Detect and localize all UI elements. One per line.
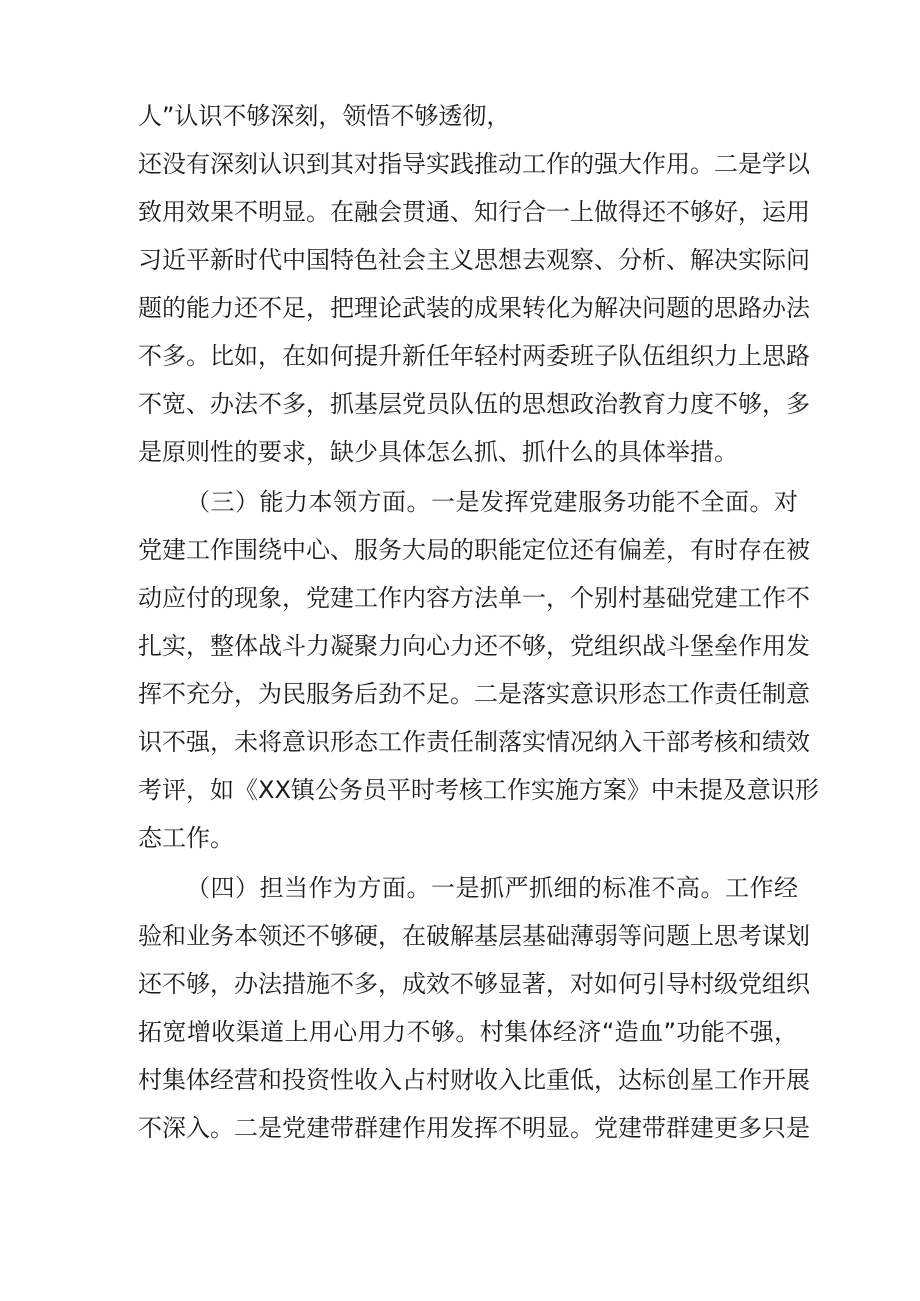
text-line: 不宽、办法不多，抓基层党员队伍的思想政治教育力度不够，多	[138, 390, 810, 418]
text-line: 识不强，未将意识形态工作责任制落实情况纳入干部考核和绩效	[138, 728, 810, 756]
text-line: 扎实，整体战斗力凝聚力向心力还不够，党组织战斗堡垒作用发	[138, 632, 810, 660]
text-line: 动应付的现象，党建工作内容方法单一，个别村基础党建工作不	[138, 584, 810, 612]
text-line: 还不够，办法措施不多，成效不够显著，对如何引导村级党组织	[138, 970, 810, 998]
text-line: 不深入。二是党建带群建作用发挥不明显。党建带群建更多只是	[138, 1114, 810, 1142]
text-line: 态工作。	[138, 824, 234, 852]
text-line: 拓宽增收渠道上用心用力不够。村集体经济“造血”功能不强，	[138, 1018, 798, 1046]
section-heading-line: （三）能力本领方面。一是发挥党建服务功能不全面。对	[186, 488, 798, 516]
text-line: 挥不充分，为民服务后劲不足。二是落实意识形态工作责任制意	[138, 680, 810, 708]
text-line: 验和业务本领还不够硬，在破解基层基础薄弱等问题上思考谋划	[138, 922, 810, 950]
text-line: 是原则性的要求，缺少具体怎么抓、抓什么的具体举措。	[138, 438, 738, 466]
text-line: 考评，如《XX镇公务员平时考核工作实施方案》中未提及意识形	[138, 776, 819, 804]
section-heading-line: （四）担当作为方面。一是抓严抓细的标准不高。工作经	[186, 874, 798, 902]
text-line: 党建工作围绕中心、服务大局的职能定位还有偏差，有时存在被	[138, 536, 810, 564]
text-line: 致用效果不明显。在融会贯通、知行合一上做得还不够好，运用	[138, 198, 810, 226]
text-line: 还没有深刻认识到其对指导实践推动工作的强大作用。二是学以	[138, 150, 810, 178]
text-line: 人”认识不够深刻，领悟不够透彻，	[138, 102, 511, 130]
text-line: 习近平新时代中国特色社会主义思想去观察、分析、解决实际问	[138, 246, 810, 274]
text-line: 题的能力还不足，把理论武装的成果转化为解决问题的思路办法	[138, 294, 810, 322]
text-line: 村集体经营和投资性收入占村财收入比重低，达标创星工作开展	[138, 1066, 810, 1094]
text-line: 不多。比如，在如何提升新任年轻村两委班子队伍组织力上思路	[138, 342, 810, 370]
